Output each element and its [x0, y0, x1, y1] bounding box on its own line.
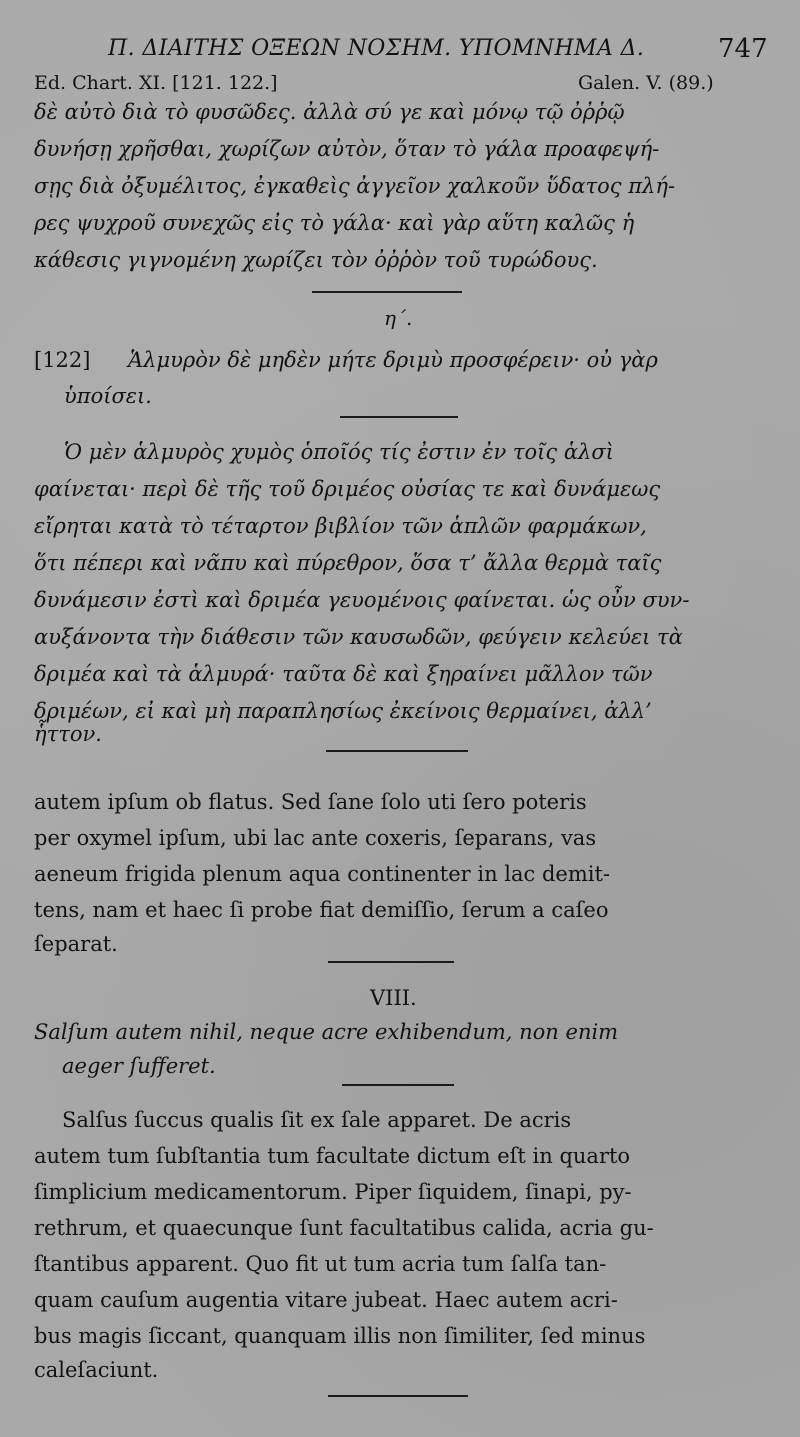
- edition-reference-left: Ed. Chart. XI. [121. 122.]: [34, 72, 278, 94]
- latin-lemma-line: aeger ſufferet.: [62, 1054, 216, 1078]
- section-divider: [328, 1395, 468, 1397]
- latin-line: ſeparat.: [34, 932, 118, 956]
- section-divider: [340, 416, 458, 418]
- greek-commentary-line: δριμέων, εἰ καὶ μὴ παραπλησίως ἐκείνοις θερμαίνει, ἀλλ’: [34, 699, 652, 723]
- latin-commentary-line: caleſaciunt.: [34, 1358, 159, 1382]
- greek-line: κάθεσις γιγνομένη χωρίζει τὸν ὀῤῥὸν τοῦ τυρώδους.: [34, 248, 598, 272]
- greek-commentary-line: Ὁ μὲν ἁλμυρὸς χυμὸς ὁποῖός τίς ἐστιν ἐν τοῖς ἁλσὶ: [64, 440, 614, 464]
- greek-line: δυνήσῃ χρῆσθαι, χωρίζων αὐτὸν, ὅταν τὸ γάλα προαφεψή-: [34, 137, 660, 161]
- latin-line: tens, nam et haec ſi probe fiat demiſſio, ſerum a caſeo: [34, 898, 609, 922]
- greek-commentary-line: ὅτι πέπερι καὶ νᾶπυ καὶ πύρεθρον, ὅσα τ’ ἄλλα θερμὰ ταῖς: [34, 551, 662, 575]
- greek-line: σῃς διὰ ὀξυμέλιτος, ἐγκαθεὶς ἀγγεῖον χαλκοῦν ὕδατος πλή-: [34, 174, 676, 198]
- greek-lemma-line: ὑποίσει.: [64, 384, 152, 408]
- latin-commentary-line: autem tum ſubſtantia tum facultate dictum eſt in quarto: [34, 1144, 631, 1168]
- greek-commentary-line: αυξάνοντα τὴν διάθεσιν τῶν καυσωδῶν, φεύγειν κελεύει τὰ: [34, 625, 683, 649]
- section-divider: [342, 1084, 454, 1086]
- latin-line: aeneum frigida plenum aqua continenter in lac demit-: [34, 862, 611, 886]
- latin-commentary-line: quam cauſum augentia vitare jubeat. Haec autem acri-: [34, 1288, 618, 1312]
- latin-line: autem ipſum ob flatus. Sed ſane ſolo uti ſero poteris: [34, 790, 587, 814]
- latin-section-number: VIII.: [370, 986, 417, 1010]
- greek-section-number: η΄.: [384, 306, 413, 330]
- latin-commentary-line: rethrum, et quaecunque ſunt facultatibus calida, acria gu-: [34, 1216, 654, 1240]
- greek-lemma-line: Ἁλμυρὸν δὲ μηδὲν μήτε δριμὺ προσφέρειν· οὐ γὰρ: [128, 348, 658, 372]
- latin-commentary-line: ſtantibus apparent. Quo fit ut tum acria tum ſalſa tan-: [34, 1252, 607, 1276]
- page-number: 747: [718, 34, 768, 64]
- greek-commentary-line: ἧττον.: [34, 722, 102, 746]
- running-title: Π. ΔΙΑΙΤΗΣ ΟΞΕΩΝ ΝΟΣΗΜ. ΥΠΟΜΝΗΜΑ Δ.: [108, 36, 645, 61]
- greek-commentary-line: εἴρηται κατὰ τὸ τέταρτον βιβλίον τῶν ἁπλῶν φαρμάκων,: [34, 514, 647, 538]
- latin-commentary-line: ſimplicium medicamentorum. Piper ſiquidem, ſinapi, py-: [34, 1180, 632, 1204]
- greek-commentary-line: φαίνεται· περὶ δὲ τῆς τοῦ δριμέος οὐσίας τε καὶ δυνάμεως: [34, 477, 661, 501]
- latin-line: per oxymel ipſum, ubi lac ante coxeris, ſeparans, vas: [34, 826, 597, 850]
- greek-commentary-line: δυνάμεσιν ἐστὶ καὶ δριμέα γευομένοις φαίνεται. ὡς οὖν συν-: [34, 588, 690, 612]
- greek-commentary-line: δριμέα καὶ τὰ ἁλμυρά· ταῦτα δὲ καὶ ξηραίνει μᾶλλον τῶν: [34, 662, 653, 686]
- greek-line: δὲ αὐτὸ διὰ τὸ φυσῶδες. ἀλλὰ σύ γε καὶ μόνῳ τῷ ὀῤῥῷ: [34, 100, 625, 124]
- latin-commentary-line: Salſus ſuccus qualis ſit ex ſale apparet. De acris: [62, 1108, 572, 1132]
- edition-reference-right: Galen. V. (89.): [578, 72, 714, 94]
- section-divider: [328, 961, 454, 963]
- section-divider: [312, 291, 462, 293]
- latin-lemma-line: Salſum autem nihil, neque acre exhibendum, non enim: [34, 1020, 619, 1044]
- greek-lemma-reference: [122]: [34, 348, 91, 372]
- latin-commentary-line: bus magis ſiccant, quanquam illis non ſimiliter, ſed minus: [34, 1324, 646, 1348]
- greek-line: ρες ψυχροῦ συνεχῶς εἰς τὸ γάλα· καὶ γὰρ αὕτη καλῶς ἡ: [34, 211, 635, 235]
- section-divider: [326, 750, 468, 752]
